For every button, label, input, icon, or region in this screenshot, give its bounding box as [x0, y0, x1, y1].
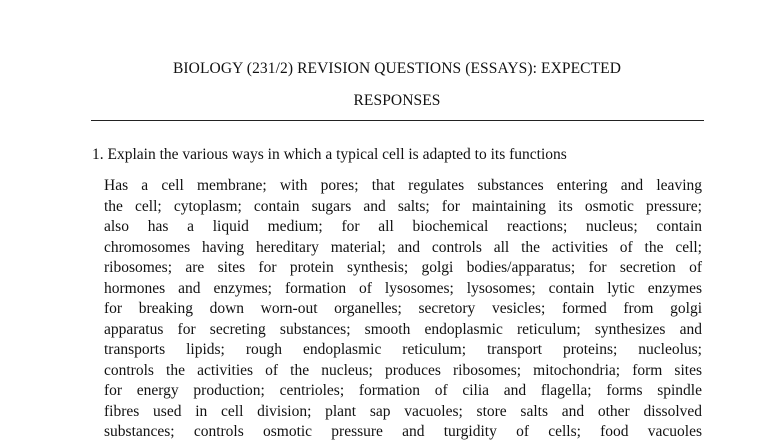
answer-1: [104, 176, 702, 443]
answer-line: substances; controls osmotic pressure and turgidity of cells; food vacuoles: [104, 423, 702, 440]
answer-line: transports lipids; rough endoplasmic reticulum; transport proteins; nucleolus;: [104, 341, 702, 358]
answer-line: for energy production; centrioles; formation of cilia and flagella; forms spindle: [104, 382, 702, 399]
answer-line: also has a liquid medium; for all biochemical reactions; nucleus; contain: [104, 218, 702, 235]
answer-line: apparatus for secreting substances; smooth endoplasmic reticulum; synthesizes and: [104, 320, 702, 338]
answer-line: fibres used in cell division; plant sap vacuoles; store salts and other dissolved: [104, 402, 702, 420]
answer-line: chromosomes having hereditary material; and controls all the activities of the cell;: [104, 238, 702, 256]
document-title-continued: RESPONSES: [353, 92, 441, 109]
answer-line: hormones and enzymes; formation of lysosomes; lysosomes; contain lytic enzymes: [104, 279, 702, 297]
answer-line: controls the activities of the nucleus; produces ribosomes; mitochondria; form sites: [104, 361, 702, 379]
title-divider: [91, 120, 704, 121]
answer-line: for breaking down worn-out organelles; secretory vesicles; formed from golgi: [104, 300, 702, 317]
answer-line: ribosomes; are sites for protein synthesis; golgi bodies/apparatus; for secretion of: [104, 259, 702, 276]
answer-line: the cell; cytoplasm; contain sugars and salts; for maintaining its osmotic pressure;: [104, 197, 702, 215]
answer-line: Has a cell membrane; with pores; that regulates substances entering and leaving: [104, 177, 702, 194]
question-1: 1. Explain the various ways in which a typical cell is adapted to its functions: [92, 146, 567, 163]
document-title: BIOLOGY (231/2) REVISION QUESTIONS (ESSAYS): EXPECTED: [172, 60, 622, 77]
